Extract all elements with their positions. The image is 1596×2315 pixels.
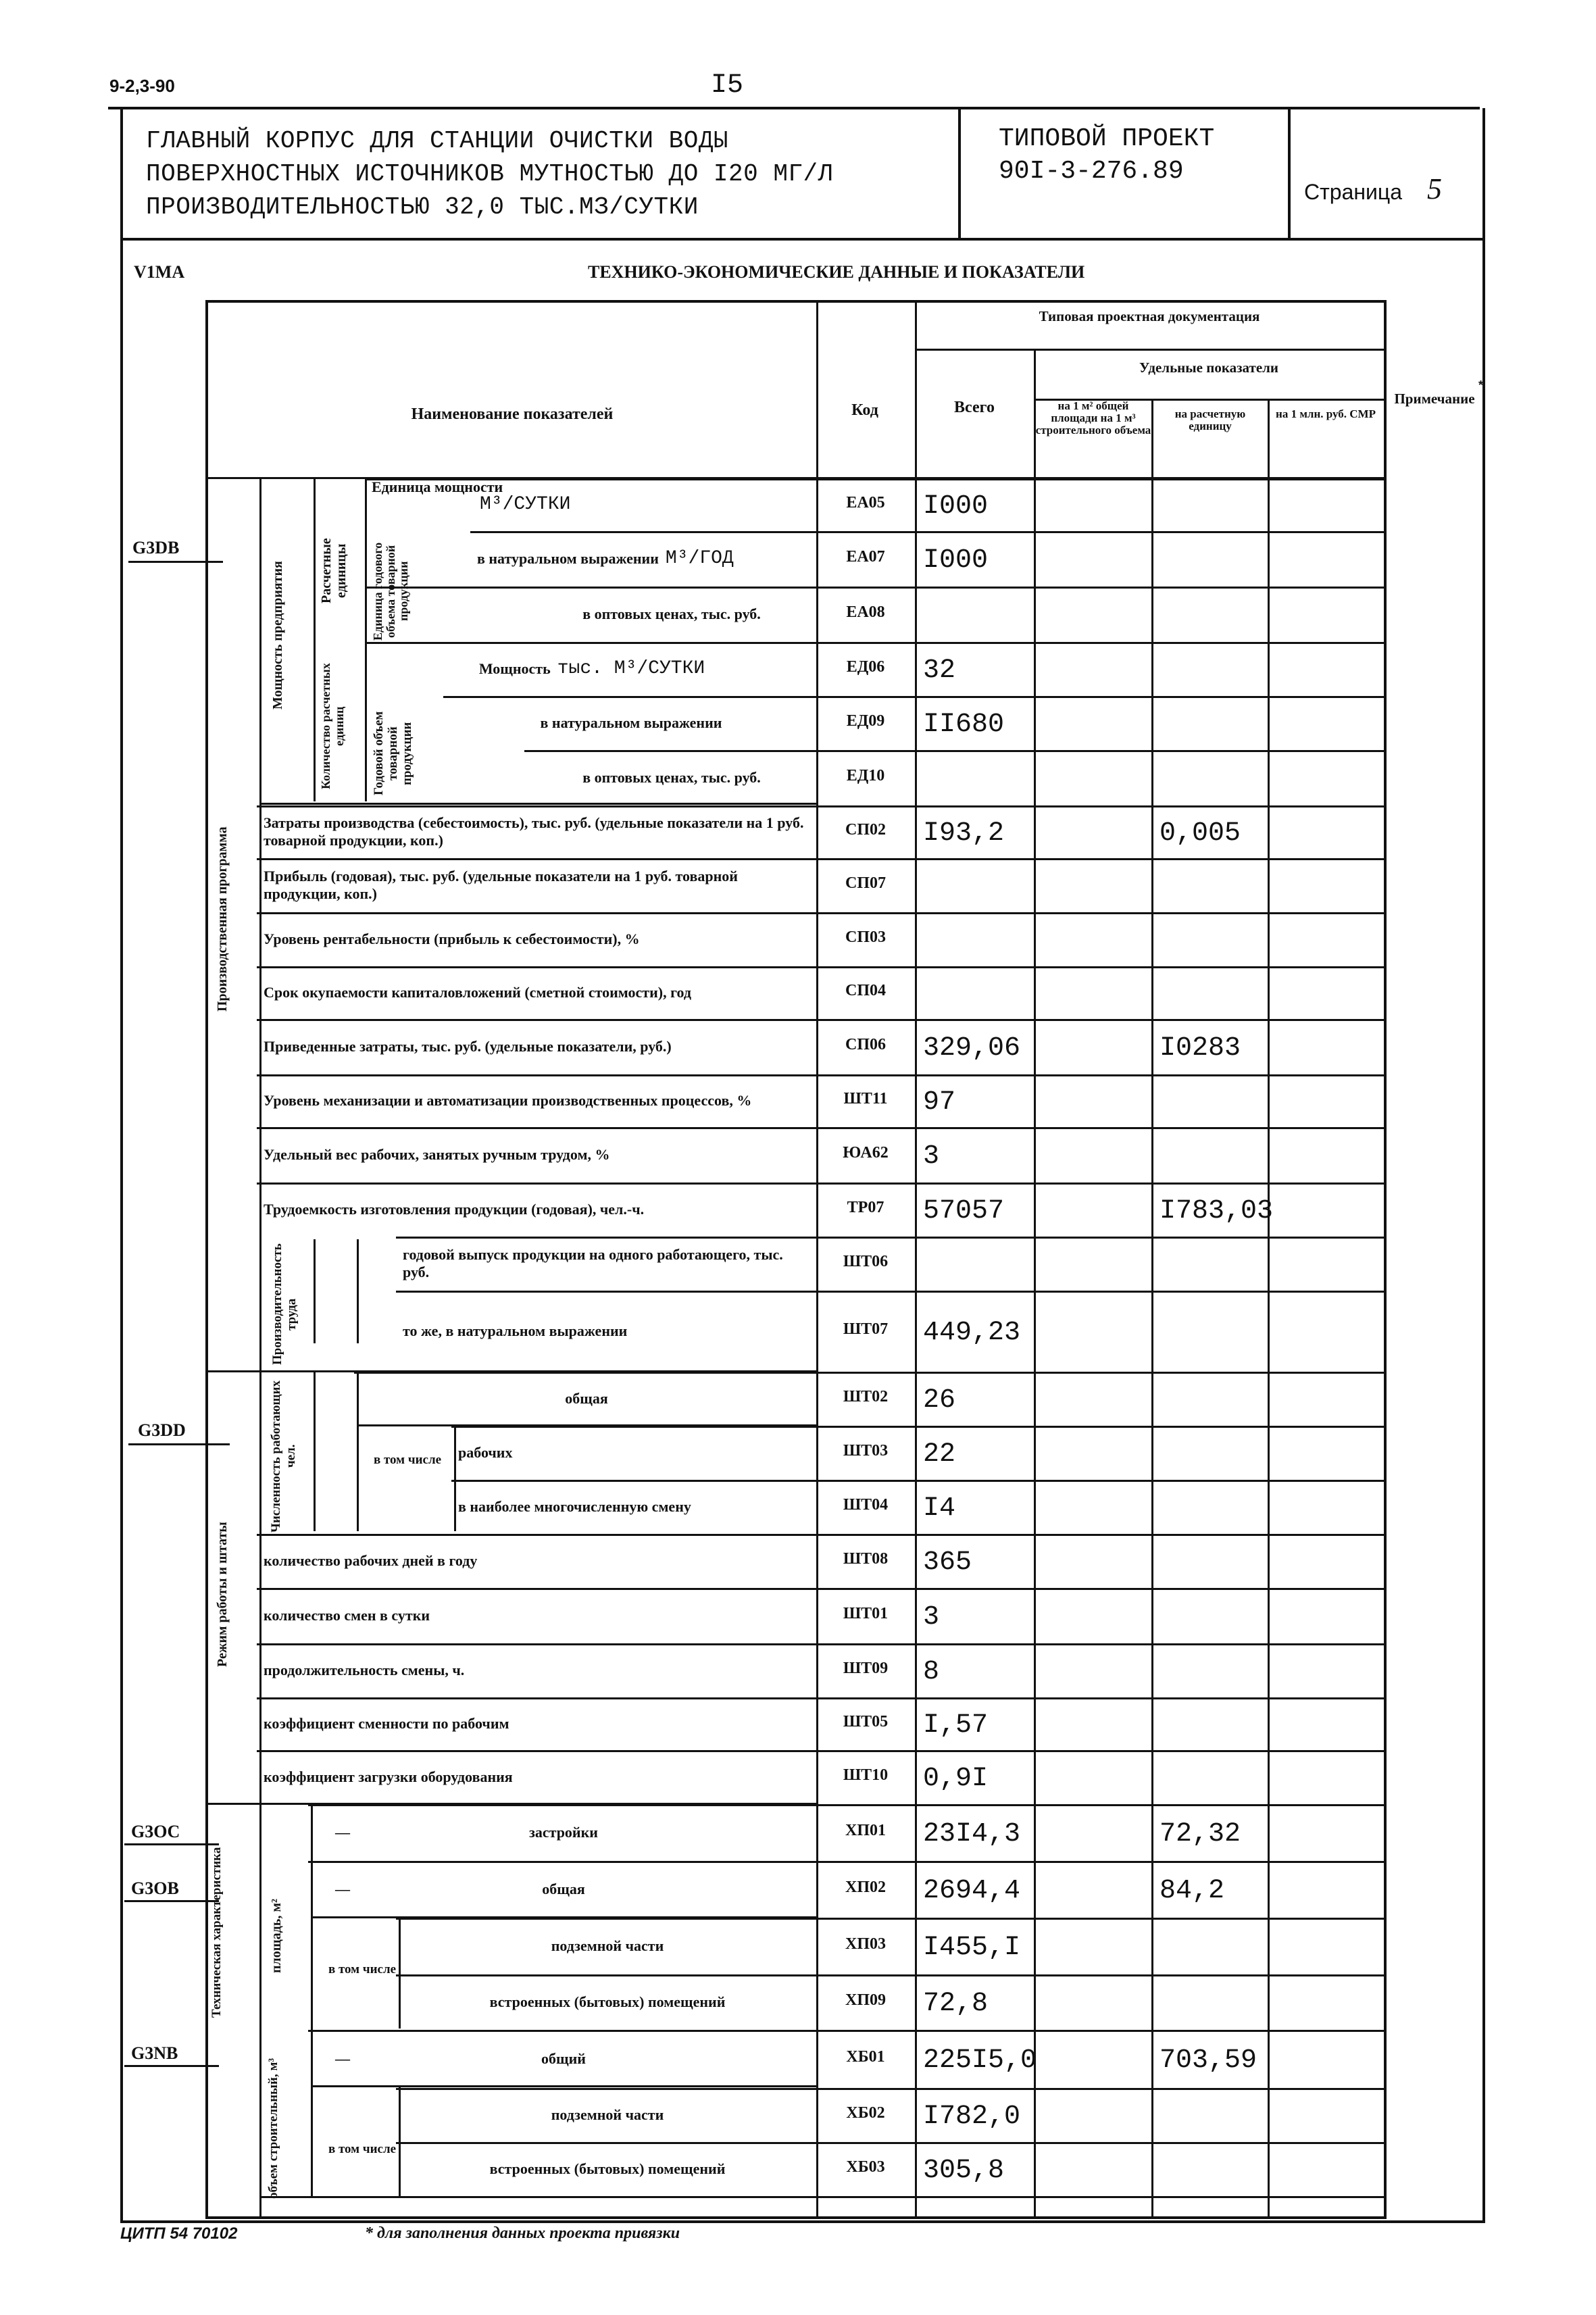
document-number: 9-2,3-90 <box>109 76 175 96</box>
row-total-value: I455,I <box>923 1933 1021 1963</box>
project-title: ГЛАВНЫЙ КОРПУС ДЛЯ СТАНЦИИ ОЧИСТКИ ВОДЫ ПОВЕРХНОСТНЫХ ИСТОЧНИКОВ МУТНОСТЬЮ ДО I20 МГ/Л ПРОИЗВОДИТЕЛЬНОСТЬЮ 32,0 ТЫС.МЗ/СУТКИ <box>146 127 833 221</box>
row-label-text: Уровень рентабельности (прибыль к себестоимости), % <box>264 930 640 947</box>
row-code: ХП02 <box>845 1878 886 1896</box>
row-label-text: в наиболее многочисленную смену <box>458 1498 691 1515</box>
row-label-text: Единица мощности <box>372 478 503 495</box>
grid-line <box>357 1370 359 1531</box>
row-unit-handwritten: тыс. М³/СУТКИ <box>557 658 705 679</box>
row-label <box>450 696 812 750</box>
row-label <box>264 805 812 858</box>
row-label <box>315 1804 812 1861</box>
row-label-text: рабочих <box>458 1444 513 1461</box>
group-headcount: Численность работающих чел. <box>269 1380 298 1533</box>
row-label <box>372 478 812 531</box>
page-number: I5 <box>711 70 744 101</box>
row-code: СП03 <box>845 928 886 946</box>
row-total-value: 3 <box>923 1141 940 1172</box>
grid-line <box>357 1239 359 1343</box>
row-label-text: в натуральном выражении <box>540 714 722 731</box>
row-code: СП06 <box>845 1036 886 1053</box>
row-total-value: 23I4,3 <box>923 1819 1021 1849</box>
note-star: * <box>1478 378 1484 392</box>
row-total-value: 329,06 <box>923 1033 1021 1064</box>
row-per-unit-value: 84,2 <box>1159 1876 1225 1906</box>
row-label <box>264 966 812 1019</box>
row-label <box>531 587 812 642</box>
row-label <box>315 1861 812 1918</box>
marker-g3db: G3DB <box>132 538 180 557</box>
row-label-text: общая <box>565 1390 608 1407</box>
row-code: ШТ06 <box>843 1253 889 1270</box>
row-label-text: в натуральном выражении <box>477 550 659 567</box>
row-total-value: 8 <box>923 1657 940 1687</box>
row-label <box>264 1643 812 1697</box>
row-total-value: 26 <box>923 1385 956 1416</box>
row-total-value: 32 <box>923 655 956 686</box>
row-label <box>264 1074 812 1127</box>
col-header-name: Наименование показателей <box>411 405 614 423</box>
row-total-value: I000 <box>923 491 989 522</box>
marker-g3ob: G3OB <box>131 1878 179 1898</box>
row-label-text: коэффициент сменности по рабочим <box>264 1715 509 1732</box>
row-total-value: 305,8 <box>923 2156 1005 2186</box>
grid-line <box>399 1916 401 2028</box>
row-label-text: общая <box>542 1881 585 1897</box>
row-per-unit-value: I783,03 <box>1159 1196 1274 1226</box>
grid-line <box>1151 399 1153 2219</box>
col-header-total: Всего <box>954 399 995 416</box>
row-label-text: встроенных (бытовых) помещений <box>489 1993 726 2010</box>
sheet-title: ТЕХНИКО-ЭКОНОМИЧЕСКИЕ ДАННЫЕ И ПОКАЗАТЕЛИ <box>588 262 1085 282</box>
row-label <box>315 2030 812 2088</box>
marker-g3dd: G3DD <box>138 1420 186 1440</box>
group-annual-volume: Годовой объем товарной продукции <box>372 711 414 796</box>
row-per-unit-value: 72,32 <box>1159 1819 1241 1849</box>
group-volume: объем строительный, м³ <box>266 2058 280 2199</box>
row-total-value: I4 <box>923 1493 956 1524</box>
grid-line <box>314 477 316 801</box>
row-code: EA05 <box>846 494 885 512</box>
marker-line <box>128 1443 230 1445</box>
row-label <box>531 750 812 805</box>
row-code: ХБ03 <box>846 2158 885 2176</box>
row-label-text: Мощность <box>478 660 551 677</box>
row-label-text: годовой выпуск продукции на одного работающего, тыс. руб. <box>403 1246 783 1280</box>
row-code: ТР07 <box>847 1199 884 1216</box>
row-total-value: I,57 <box>923 1710 989 1741</box>
row-code: ХП01 <box>845 1822 886 1839</box>
row-label-text: количество смен в сутки <box>264 1607 430 1624</box>
col-header-per-m2: на 1 м² общей площади на 1 м³ строительного объема <box>1035 399 1151 437</box>
group-work-mode: Режим работы и штаты <box>215 1522 230 1668</box>
row-label <box>403 1237 812 1291</box>
dash-marker: — <box>335 1824 350 1841</box>
group-labor-productivity: Производительность труда <box>270 1243 299 1365</box>
row-label <box>372 642 812 696</box>
row-total-value: I000 <box>923 545 989 576</box>
row-label-text: то же, в натуральном выражении <box>403 1322 628 1339</box>
row-total-value: 72,8 <box>923 1989 989 2019</box>
row-per-unit-value: I0283 <box>1159 1033 1241 1064</box>
group-enterprise-capacity: Мощность предприятия <box>270 561 285 710</box>
row-code: ЕД06 <box>846 658 885 676</box>
row-total-value: 57057 <box>923 1196 1005 1226</box>
row-label <box>403 1974 812 2030</box>
grid-line <box>399 2085 401 2196</box>
grid-line <box>1268 399 1270 2219</box>
group-incl-1: в том числе <box>373 1453 442 1467</box>
row-label <box>403 1291 812 1372</box>
row-total-value: II680 <box>923 710 1005 740</box>
row-label-text: встроенных (бытовых) помещений <box>489 2160 726 2177</box>
row-unit-handwritten: М³/СУТКИ <box>480 494 571 515</box>
row-code: СП04 <box>845 982 886 999</box>
group-calc-units-count: Количество расчетных единиц <box>319 663 346 790</box>
row-total-value: 0,9I <box>923 1764 989 1794</box>
typical-project-code: 90I-3-276.89 <box>999 157 1184 186</box>
col-header-specific: Удельные показатели <box>1139 359 1279 376</box>
typical-project-label: ТИПОВОЙ ПРОЕКТ <box>999 124 1215 153</box>
group-incl-3: в том числе <box>328 2142 397 2156</box>
page-value: 5 <box>1427 172 1442 205</box>
footer-code: ЦИТП 54 70102 <box>120 2224 238 2243</box>
row-label-text: продолжительность смены, ч. <box>264 1662 465 1678</box>
row-label-text: в оптовых ценах, тыс. руб. <box>582 605 761 622</box>
row-code: ХП09 <box>845 1991 886 2009</box>
row-code: ШТ07 <box>843 1320 889 1338</box>
footer-note: * для заполнения данных проекта привязки <box>365 2224 680 2242</box>
row-code: СП02 <box>845 821 886 839</box>
title-divider <box>1288 108 1291 241</box>
row-label <box>264 1588 812 1643</box>
row-label <box>264 1127 812 1183</box>
dash-marker: — <box>335 1881 350 1897</box>
row-total-value: 3 <box>923 1602 940 1633</box>
row-label <box>361 1372 812 1426</box>
title-divider <box>958 108 961 241</box>
group-incl-2: в том числе <box>328 1962 397 1976</box>
col-header-typical-doc: Типовая проектная документация <box>1039 308 1260 324</box>
row-label-text: количество рабочих дней в году <box>264 1552 478 1569</box>
row-label <box>264 1697 812 1750</box>
marker-line <box>124 1843 219 1845</box>
row-per-unit-value: 0,005 <box>1159 818 1241 849</box>
row-label-text: Затраты производства (себестоимость), тыс. руб. (удельные показатели на 1 руб. товарной продукции, коп.) <box>264 814 804 849</box>
row-code: СП07 <box>845 874 886 892</box>
row-total-value: 97 <box>923 1087 956 1118</box>
row-code: ШТ01 <box>843 1605 889 1622</box>
grid-line <box>259 2196 1384 2198</box>
row-unit-handwritten: М³/ГОД <box>665 548 734 569</box>
group-calc-units: Расчетные единицы <box>319 538 349 604</box>
row-code: ЮА62 <box>843 1144 889 1162</box>
sheet-code: V1MA <box>134 262 185 282</box>
group-annual-volume-unit: Единица годового объема товарной продукции <box>371 542 410 641</box>
row-code: ЕД09 <box>846 712 885 730</box>
grid-line <box>1034 349 1036 2219</box>
grid-line <box>454 1424 456 1531</box>
row-label-text: Удельный вес рабочих, занятых ручным трудом, % <box>264 1146 610 1163</box>
row-code: ШТ02 <box>843 1388 889 1405</box>
row-label-text: Уровень механизации и автоматизации производственных процессов, % <box>264 1092 752 1109</box>
row-code: EA08 <box>846 603 885 621</box>
row-code: ХБ02 <box>846 2104 885 2122</box>
page-label: Страница <box>1304 180 1403 204</box>
marker-line <box>124 1900 219 1902</box>
row-code: ШТ08 <box>843 1550 889 1568</box>
row-code: ШТ09 <box>843 1660 889 1677</box>
row-total-value: 365 <box>923 1547 972 1578</box>
row-total-value: I93,2 <box>923 818 1005 849</box>
marker-line <box>124 2065 219 2067</box>
row-label-text: застройки <box>529 1824 598 1841</box>
row-label-text: подземной части <box>551 1937 664 1954</box>
row-code: ШТ10 <box>843 1766 889 1784</box>
row-label <box>264 1534 812 1588</box>
col-header-code: Код <box>851 401 878 419</box>
row-total-value: I782,0 <box>923 2101 1021 2132</box>
row-label-text: в оптовых ценах, тыс. руб. <box>582 769 761 786</box>
row-label-text: Срок окупаемости капиталовложений (сметной стоимости), год <box>264 984 692 1001</box>
row-label-text: коэффициент загрузки оборудования <box>264 1768 513 1785</box>
row-label <box>403 2142 812 2196</box>
grid-line <box>916 349 1384 351</box>
row-code: ШТ03 <box>843 1442 889 1460</box>
group-tech-char: Техническая характеристика <box>209 1847 224 2018</box>
row-label <box>264 912 812 966</box>
dash-marker: — <box>335 2050 350 2067</box>
row-code: ШТ04 <box>843 1496 889 1514</box>
row-label <box>264 1019 812 1074</box>
row-total-value: 225I5,0 <box>923 2045 1037 2076</box>
row-total-value: 449,23 <box>923 1318 1021 1348</box>
col-header-per-unit: на расчетную единицу <box>1174 407 1246 432</box>
row-total-value: 22 <box>923 1439 956 1470</box>
row-label <box>264 1750 812 1804</box>
grid-line <box>365 477 367 801</box>
row-label <box>264 858 812 912</box>
row-per-unit-value: 703,59 <box>1159 2045 1257 2076</box>
row-label <box>458 1426 812 1480</box>
row-label-text: общий <box>541 2050 586 2067</box>
group-prod-program: Производственная программа <box>215 826 230 1012</box>
row-code: ХБ01 <box>846 2048 885 2066</box>
marker-g3oc: G3OC <box>131 1822 180 1841</box>
row-code: ХП03 <box>845 1935 886 1953</box>
row-code: ШТ05 <box>843 1713 889 1731</box>
row-label-text: подземной части <box>551 2106 664 2123</box>
row-code: EA07 <box>846 548 885 566</box>
group-area: площадь, м² <box>269 1899 284 1973</box>
row-label <box>264 1183 812 1237</box>
row-label <box>458 1480 812 1534</box>
row-label-text: Трудоемкость изготовления продукции (годовая), чел.-ч. <box>264 1201 645 1218</box>
row-label <box>477 531 812 587</box>
col-header-per-mln: на 1 млн. руб. СМР <box>1276 407 1376 420</box>
row-code: ЕД10 <box>846 767 885 785</box>
row-label-text: Прибыль (годовая), тыс. руб. (удельные показатели на 1 руб. товарной продукции, коп.) <box>264 868 738 902</box>
row-label <box>403 1918 812 1974</box>
marker-line <box>128 561 223 563</box>
row-total-value: 2694,4 <box>923 1876 1021 1906</box>
col-header-note: Примечание <box>1394 391 1475 407</box>
row-code: ШТ11 <box>843 1090 888 1107</box>
marker-g3nb: G3NB <box>131 2043 178 2063</box>
row-label <box>403 2088 812 2142</box>
row-label-text: Приведенные затраты, тыс. руб. (удельные показатели, руб.) <box>264 1038 672 1055</box>
